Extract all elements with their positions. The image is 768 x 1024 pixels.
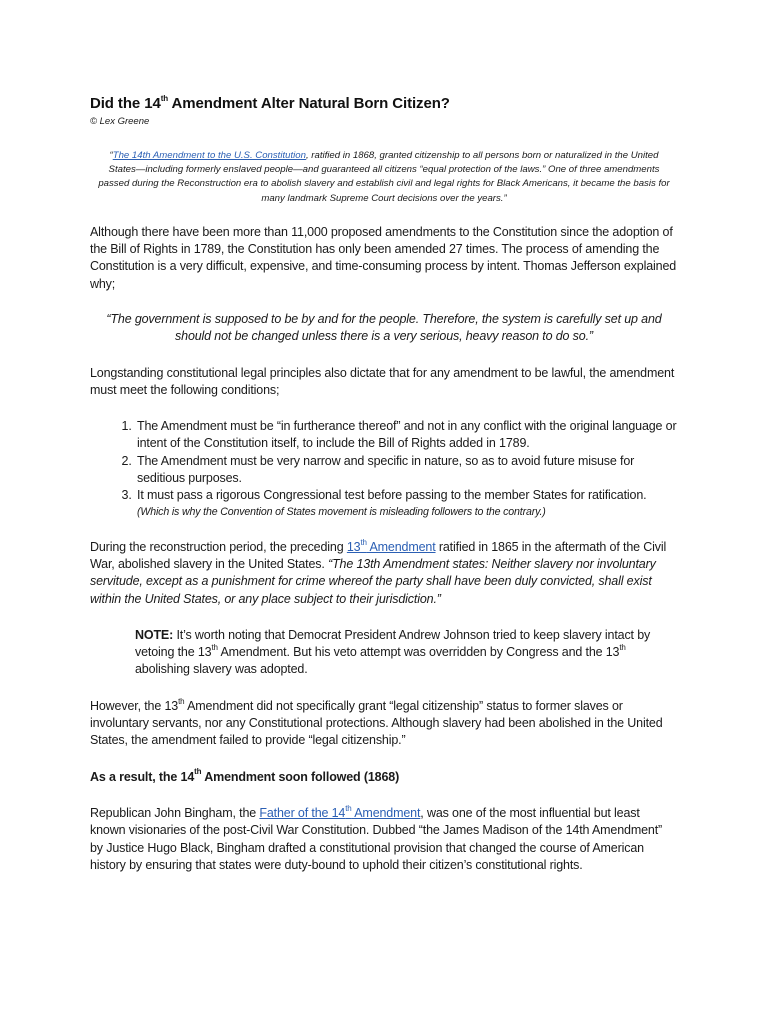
paragraph-reconstruction: During the reconstruction period, the preceding 13th Amendment ratified in 1865 in the aftermath of the Civil War, abolished slavery in the United States. “The 13th Amendment states: Neither slavery nor involuntary servitude, except as a punishment for crime whereof the party shall have been duly convicted, shall exist within the United States, or any place subject to their jurisdiction.” [90, 537, 667, 606]
jefferson-quote: “The government is supposed to be by and for the people. Therefore, the system is carefully set up and should not be changed unless there is a very serious, heavy reason to do so.” [106, 312, 662, 344]
author-credit: © Lex Greene [90, 116, 150, 127]
paragraph-amendments-count: Although there have been more than 11,000 proposed amendments to the Constitution since the adoption of the Bill of Rights in 1789, the Constitution has only been amended 27 times. The process of amending the Constitution is a very difficult, expensive, and time-consuming process by intent. Thomas Jefferson explained why; [90, 224, 677, 291]
link-father-of-14th[interactable]: Father of the 14th Amendment [259, 803, 421, 820]
conditions-list [90, 418, 678, 519]
link-14th-amendment[interactable]: The 14th Amendment to the U.S. Constitution [112, 150, 306, 161]
note-label: NOTE: [135, 627, 174, 642]
condition-note: (Which is why the Convention of States movement is misleading followers to the contrary.) [137, 505, 546, 518]
link-13th-amendment[interactable]: 13th Amendment [346, 537, 436, 554]
paragraph-13th-limits: However, the 13th Amendment did not specifically grant “legal citizenship” status to former slaves or involuntary servants, nor any Constitutional protections. Although slavery had been abolished in the United States, the amendment failed to provide “legal citizenship.” [90, 696, 663, 748]
list-item: 3. It must pass a rigorous Congressional test before passing to the member States for ratification. (Which is why the Convention of States movement is misleading followers to the contrary.) [135, 487, 678, 519]
list-item: 2. The Amendment must be very narrow and specific in nature, so as to avoid future misuse for seditious purposes. [135, 453, 678, 488]
list-item: 1. The Amendment must be “in furtherance thereof” and not in any conflict with the original language or intent of the Constitution itself, to include the Bill of Rights added in 1789. [135, 418, 678, 453]
paragraph-bingham: Republican John Bingham, the Father of the 14th Amendment, was one of the most influential but least known visionaries of the post-Civil War Constitution. Dubbed “the James Madison of the 14th Amendment” by Justice Hugo Black, Bingham drafted a constitutional provision that changed the course of American history by ensuring that states were duty-bound to uphold their citizen’s constitutional rights. [90, 803, 663, 872]
section-heading-14th: As a result, the 14th Amendment soon followed (1868) [90, 767, 400, 784]
note-block: NOTE: It’s worth noting that Democrat President Andrew Johnson tried to keep slavery intact by vetoing the 13th Amendment. But his veto attempt was overridden by Congress and the 13th abolishing slavery was adopted. [135, 627, 651, 677]
abstract-quote: “The 14th Amendment to the U.S. Constitution, ratified in 1868, granted citizenship to all persons born or naturalized in the United States—including formerly enslaved people—and guaranteed all citizens “equal protection of the laws.” One of three amendments passed during the Reconstruction era to abolish slavery and establish civil and legal rights for Black Americans, it became the basis for many landmark Supreme Court decisions over the years.” [98, 150, 670, 204]
paragraph-conditions-intro: Longstanding constitutional legal principles also dictate that for any amendment to be lawful, the amendment must meet the following conditions; [90, 365, 675, 397]
document-title: Did the 14th Amendment Alter Natural Born Citizen? [90, 94, 450, 112]
